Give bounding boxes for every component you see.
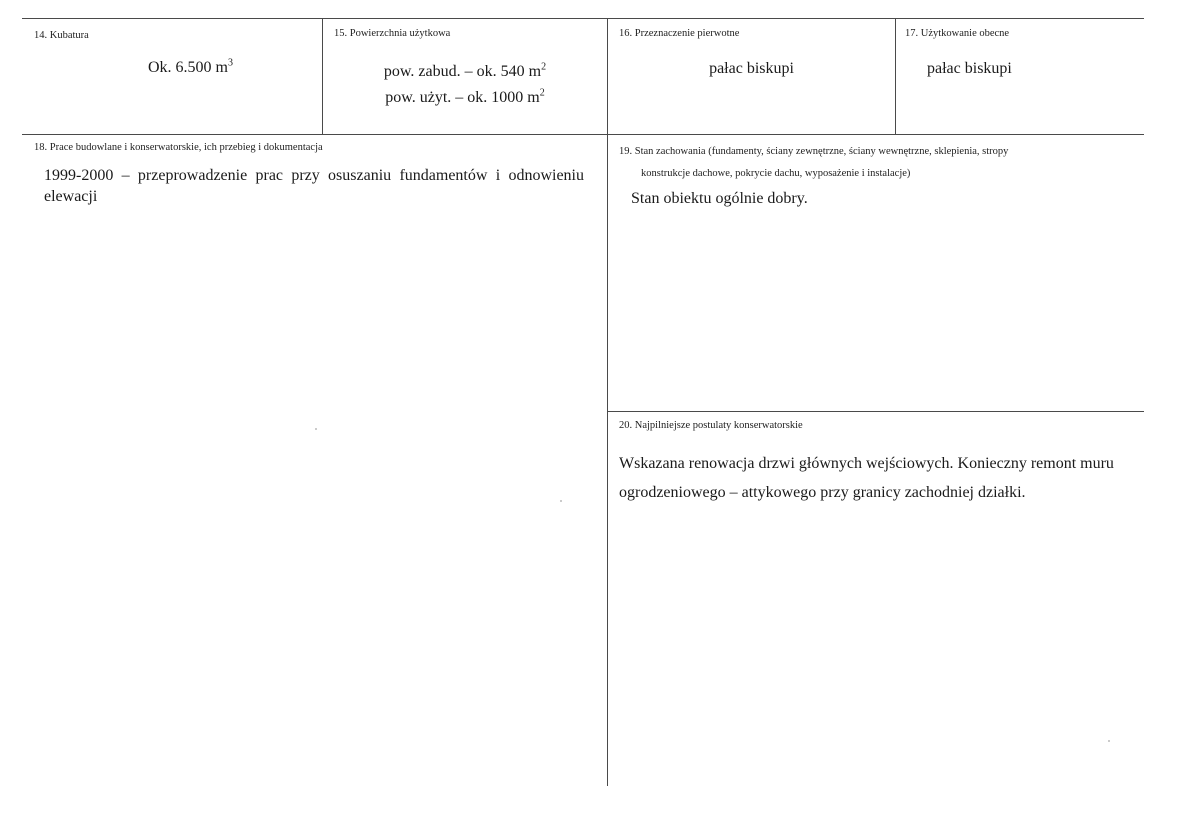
top-border xyxy=(22,18,1144,19)
powierzchnia-uzytkowa-exponent: 2 xyxy=(539,87,545,99)
stan-label-line1: 19. Stan zachowania (fundamenty, ściany zewnętrzne, ściany wewnętrzne, sklepienia, stropy xyxy=(619,146,1009,157)
uzytkowanie-label: 17. Użytkowanie obecne xyxy=(905,28,1010,39)
kubatura-unit-exponent: 3 xyxy=(228,57,233,69)
prace-value: 1999-2000 – przeprowadzenie prac przy osuszaniu fundamentów i odnowieniu elewacji xyxy=(44,167,584,205)
col-divider-16-17 xyxy=(895,18,896,134)
przeznaczenie-label: 16. Przeznaczenie pierwotne xyxy=(619,28,740,39)
stan-value: Stan obiektu ogólnie dobry. xyxy=(631,190,808,207)
kubatura-label: 14. Kubatura xyxy=(34,30,89,41)
scan-speck xyxy=(560,500,562,502)
powierzchnia-value xyxy=(323,59,607,111)
kubatura-value-text: Ok. 6.500 m xyxy=(148,59,228,76)
powierzchnia-uzytkowa xyxy=(323,85,607,111)
powierzchnia-zabudowy-text: pow. zabud. – ok. 540 m xyxy=(383,63,542,80)
col-divider-main xyxy=(607,18,608,786)
scan-speck xyxy=(315,428,317,430)
row-divider xyxy=(22,134,1144,135)
section-divider-19-20 xyxy=(607,411,1144,412)
powierzchnia-label: 15. Powierzchnia użytkowa xyxy=(334,28,451,39)
kubatura-value xyxy=(148,59,233,77)
scan-speck xyxy=(1108,740,1110,742)
powierzchnia-zabudowy-exponent: 2 xyxy=(541,61,547,73)
prace-label: 18. Prace budowlane i konserwatorskie, ich przebieg i dokumentacja xyxy=(34,142,323,153)
powierzchnia-zabudowy xyxy=(323,59,607,85)
stan-label-line2: konstrukcje dachowe, pokrycie dachu, wyposażenie i instalacje) xyxy=(641,168,911,179)
przeznaczenie-value: pałac biskupi xyxy=(709,60,794,77)
powierzchnia-uzytkowa-text: pow. użyt. – ok. 1000 m xyxy=(385,89,540,106)
uzytkowanie-value: pałac biskupi xyxy=(927,60,1012,77)
postulaty-value: Wskazana renowacja drzwi głównych wejściowych. Konieczny remont muru ogrodzeniowego – attykowego przy granicy zachodniej działki. xyxy=(619,455,1114,501)
postulaty-label: 20. Najpilniejsze postulaty konserwatorskie xyxy=(619,420,803,431)
